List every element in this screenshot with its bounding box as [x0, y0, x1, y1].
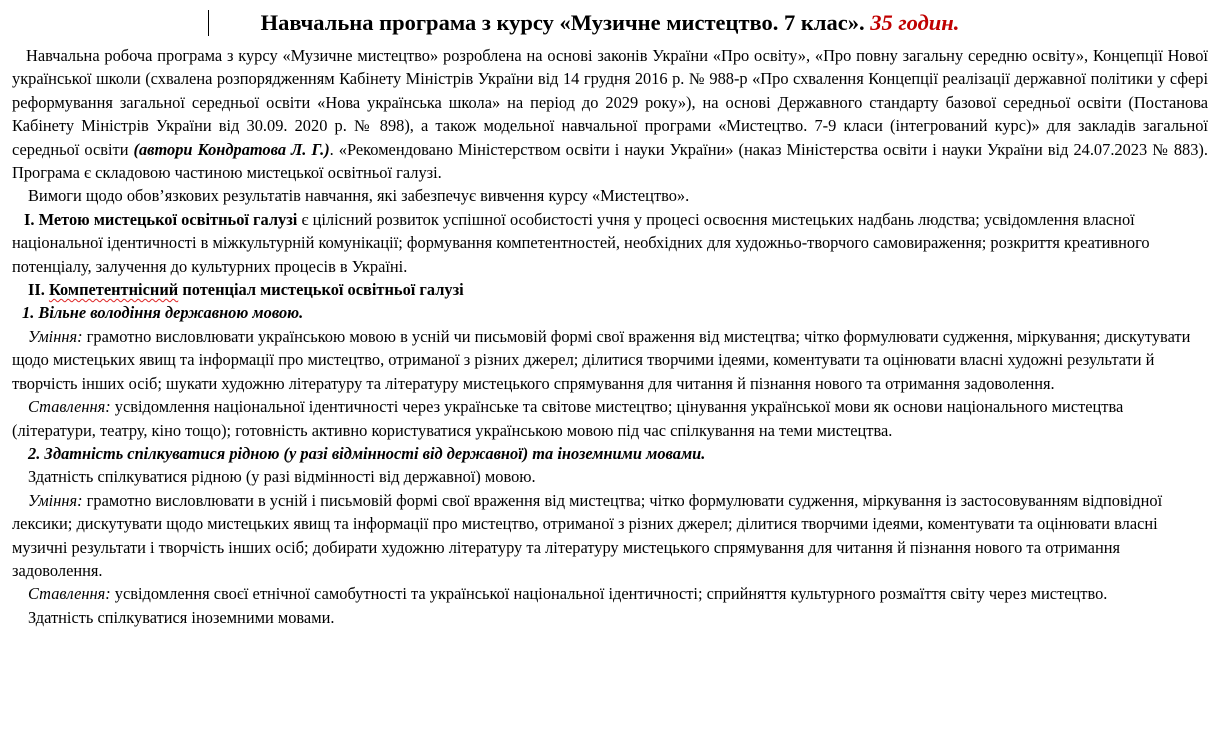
section-1-heading: І. Метою мистецької освітньої галузі [24, 209, 298, 229]
item-1-skills-paragraph [12, 325, 1208, 395]
intro-text-1: Навчальна робоча програма з курсу «Музичне мистецтво» розроблена на основі законів України «Про освіту», «Про повну загальну середню освіту», Концепції Нової української школи (схвалена розпорядженням Кабінету Міністрів України від 14 грудня 2016 р. № 988-р «Про схвалення Концепції реалізації державної політики у сфері реформування загальної середньої освіти «Нова українська школа» на період до 2029 року»), на основі Державного стандарту базової середньої освіти (Постанова Кабінету Міністрів України від 30.09. 2020 р. № 898), а також модельної навчальної програми «Мистецтво. 7-9 класи (інтегрований курс)» для закладів загальної середньої освіти [12, 46, 1208, 159]
item-1-attitude-paragraph [12, 395, 1208, 442]
item-2-skills-label: Уміння: [28, 490, 83, 510]
item-2-skills-text: грамотно висловлювати в усній і письмовій формі свої враження від мистецтва; чітко формулювати судження, міркування із застосовуванням відповідної лексики; дискутувати щодо мистецьких явищ та інформації про мистецтво, отриманої з різних джерел; ділитися творчими ідеями, коментувати та оцінювати власні музичні результати і творчість інших осіб; добирати художню літературу та літературу мистецького спрямування для читання й пізнання нового та отримання задоволення. [12, 490, 1163, 580]
document-title [12, 8, 1208, 38]
item-2-foreign-line: Здатність спілкуватися іноземними мовами. [28, 607, 335, 627]
section-1-paragraph [12, 208, 1208, 278]
item-2-native-line: Здатність спілкуватися рідною (у разі відмінності від державної) мовою. [28, 467, 536, 487]
item-2-attitude-text: усвідомлення своєї етнічної самобутності та української національної ідентичності; сприйняття культурного розмаїття світу через мистецтво. [110, 584, 1108, 604]
title-main: Навчальна програма з курсу «Музичне мистецтво. 7 клас». [260, 10, 865, 35]
item-2-attitude-paragraph [12, 582, 1208, 605]
intro-paragraph [12, 44, 1208, 184]
item-1-skills-label: Уміння: [28, 326, 83, 346]
requirements-paragraph: Вимоги щодо обов’язкових результатів навчання, які забезпечує вивчення курсу «Мистецтво». [28, 186, 690, 206]
intro-text-2: . «Рекомендовано Міністерством освіти і науки України» (наказ Міністерства освіти і науки України від 24.07.2023 № 883). Програма є складовою частиною мистецької освітньої галузі. [12, 139, 1208, 183]
item-2-heading: 2. Здатність спілкуватися рідною (у разі відмінності від державної) та іноземними мовами. [28, 443, 706, 463]
item-1-attitude-label: Ставлення: [28, 397, 111, 417]
item-2-attitude-label: Ставлення: [28, 584, 111, 604]
item-1-attitude-text: усвідомлення національної ідентичності через українське та світове мистецтво; цінування української мови як основи національного мистецтва (літератури, театру, кіно тощо); готовність активно користуватися українською мовою під час спілкування на теми мистецтва. [12, 397, 1124, 440]
section-2-spellcheck-word: Компетентнісний [48, 280, 179, 300]
item-1-skills-text: грамотно висловлювати українською мовою в усній чи письмовій формі свої враження від мистецтва; чітко формулювати судження, міркування; дискутувати щодо мистецьких явищ та інформації про мистецтво, отриманої з різних джерел; ділитися творчими ідеями, коментувати та оцінювати власні художні результати й творчість інших осіб; шукати художню літературу та літературу мистецького спрямування для читання й пізнання нового та отримання задоволення. [12, 326, 1191, 393]
item-2-skills-paragraph [12, 489, 1208, 583]
title-hours: 35 годин. [870, 10, 960, 35]
text-cursor [208, 10, 209, 36]
item-1-heading: 1. Вільне володіння державною мовою. [22, 303, 304, 323]
section-2-prefix: ІІ. [28, 280, 49, 300]
section-2-heading [12, 278, 1208, 301]
section-2-rest: потенціал мистецької освітньої галузі [178, 280, 464, 300]
section-1-text: є цілісний розвиток успішної особистості учня у процесі освоєння мистецьких надбань людства; усвідомлення власної національної ідентичності в міжкультурній комунікації; формування компетентностей, необхідних для художньо-творчого самовираження; розкриття креативного потенціалу, залучення до культурних процесів в Україні. [12, 209, 1150, 276]
intro-authors: (автори Кондратова Л. Г.) [133, 139, 330, 159]
